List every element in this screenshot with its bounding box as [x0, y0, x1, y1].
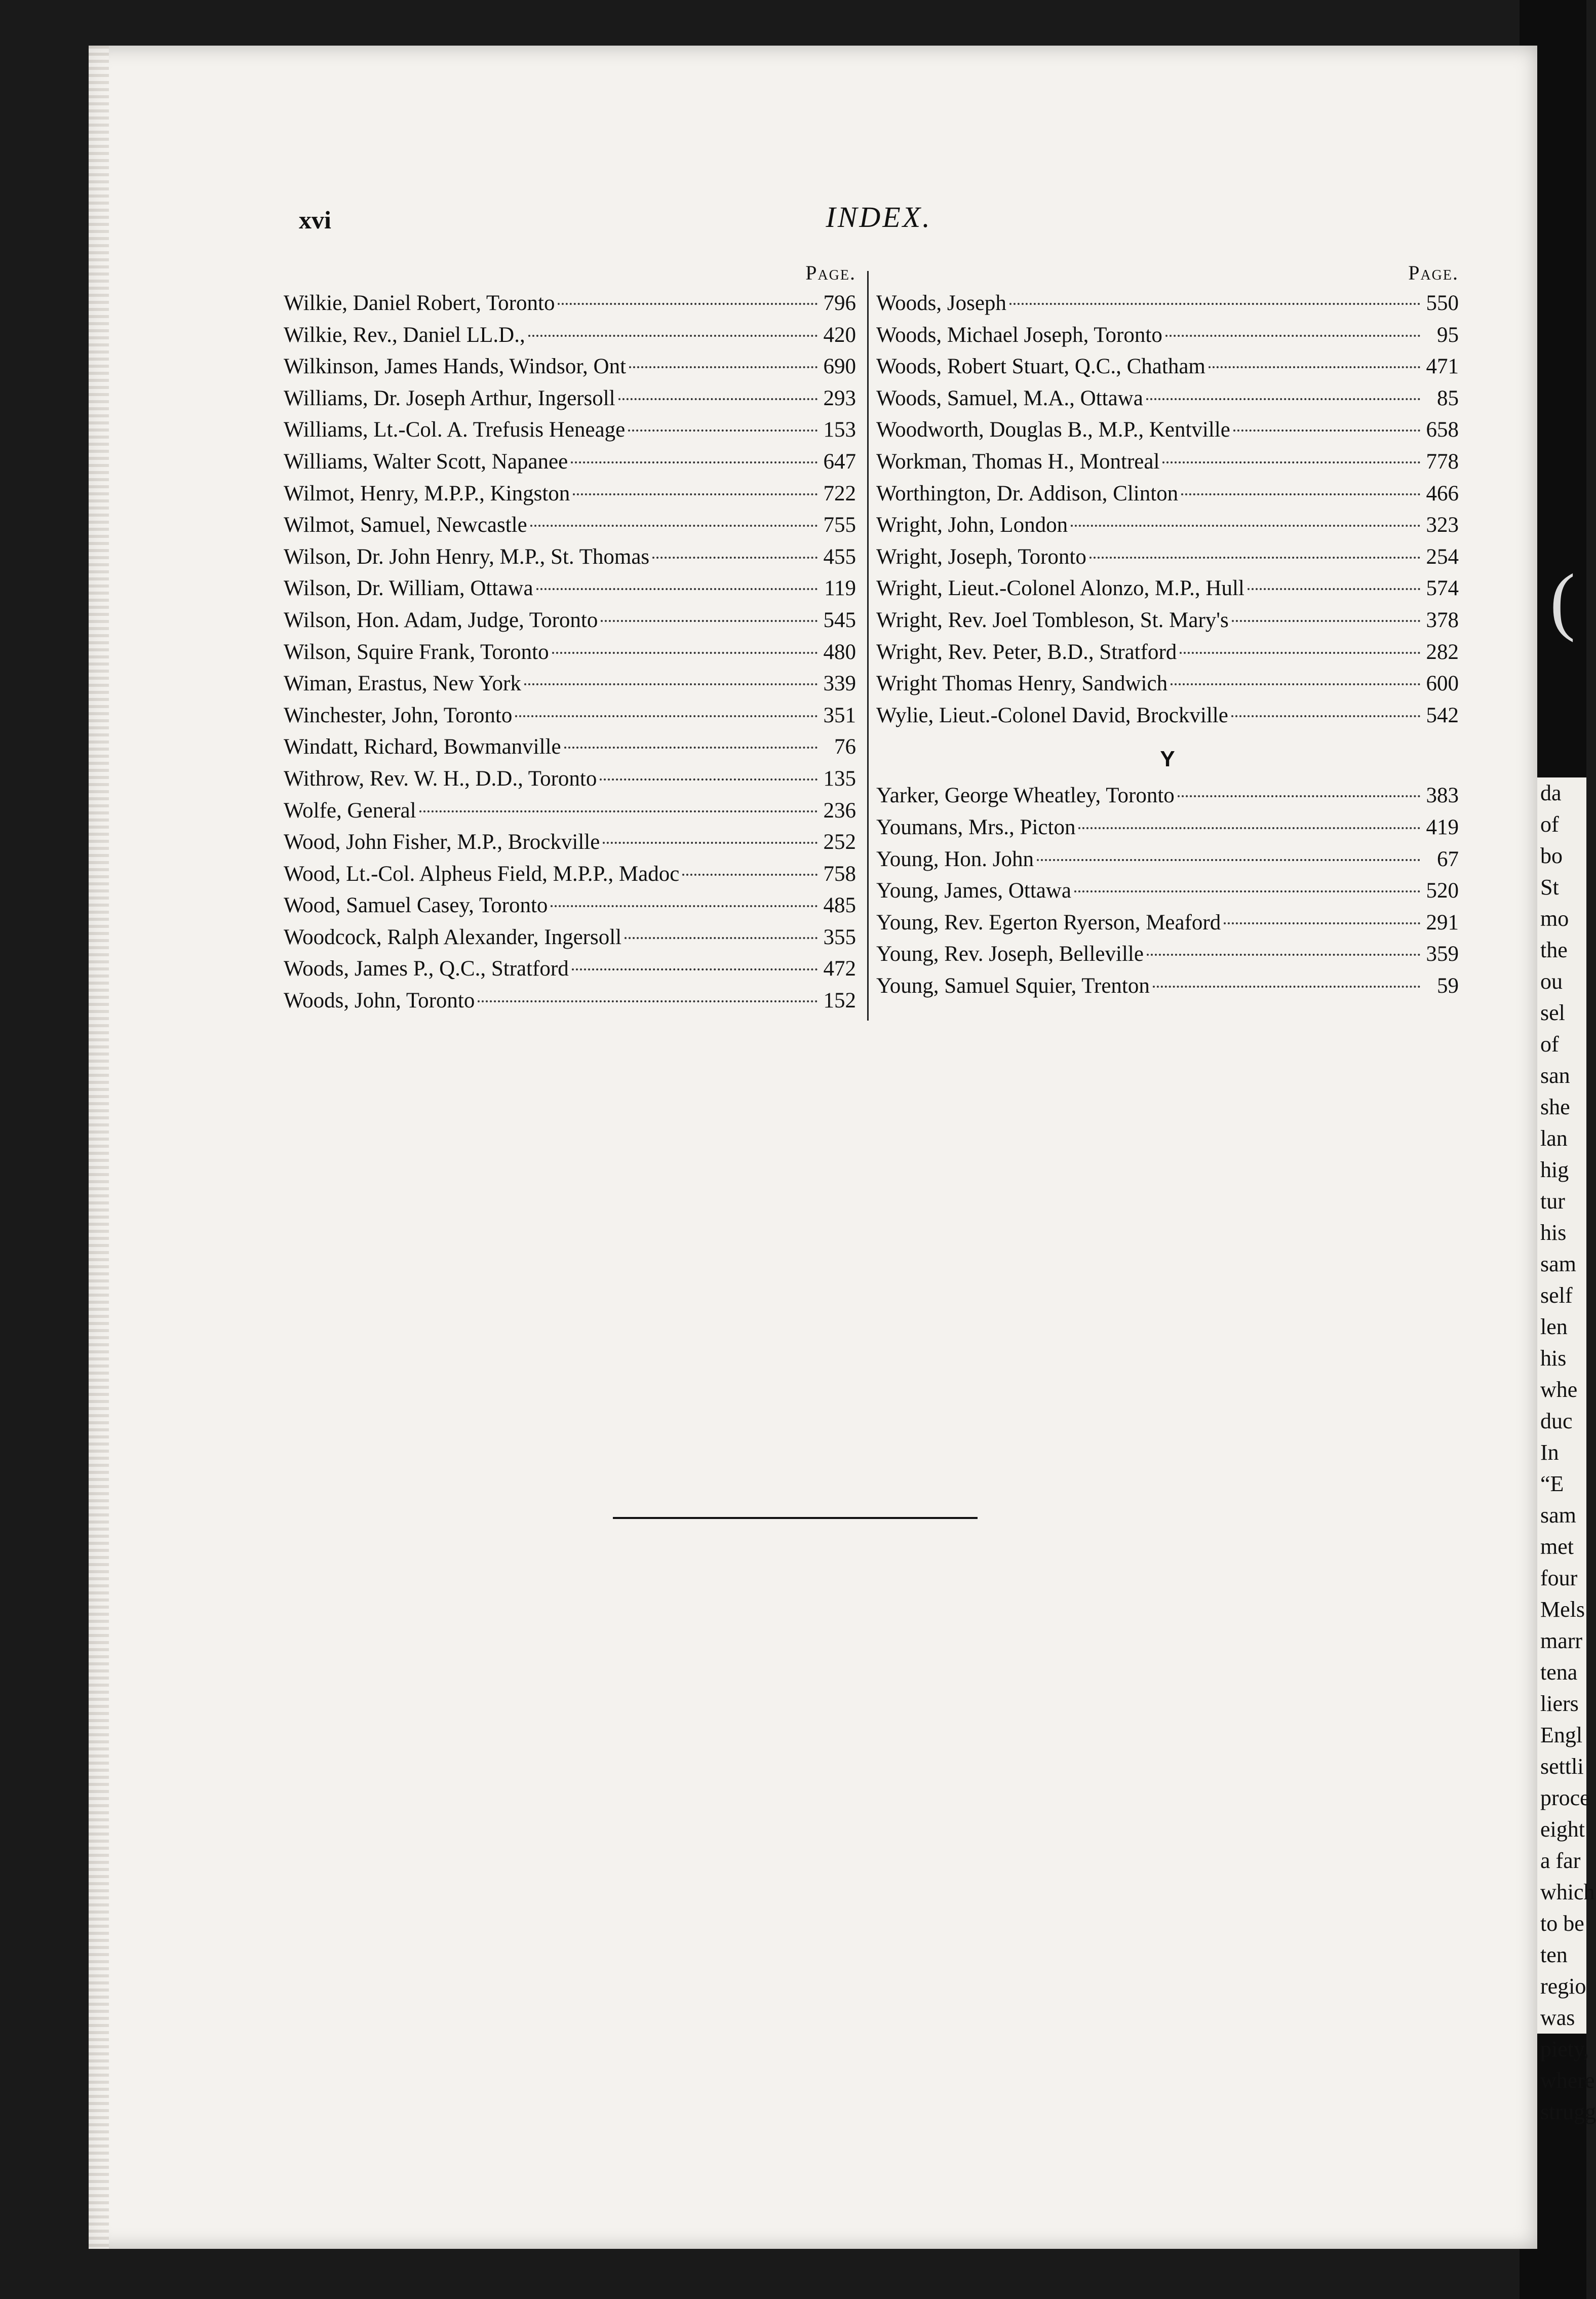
next-page-fragment: marr — [1540, 1628, 1583, 1653]
dot-leader — [528, 335, 818, 337]
dot-leader — [572, 968, 818, 970]
entry-page: 254 — [1426, 544, 1459, 569]
entry-name: Wolfe, General — [284, 798, 416, 823]
dot-leader — [1153, 986, 1420, 988]
dot-leader — [552, 652, 818, 654]
index-entry — [284, 763, 856, 795]
next-page-edge — [1537, 777, 1596, 2124]
index-entry — [876, 812, 1459, 844]
entry-name: Wood, Samuel Casey, Toronto — [284, 893, 548, 918]
index-entry — [284, 700, 856, 732]
dot-leader — [1165, 335, 1420, 337]
entry-name: Wright, Rev. Peter, B.D., Stratford — [876, 640, 1177, 664]
next-page-fragment: where — [1540, 2068, 1595, 2093]
entry-name: Wood, John Fisher, M.P., Brockville — [284, 830, 600, 854]
dot-leader — [1248, 588, 1420, 590]
next-page-fragment: In — [1540, 1440, 1559, 1465]
index-entry — [284, 478, 856, 510]
next-page-fragment: four — [1540, 1566, 1578, 1590]
index-entry — [284, 795, 856, 827]
index-entry — [284, 383, 856, 415]
entry-page: 383 — [1426, 784, 1459, 808]
index-entry — [284, 985, 856, 1017]
next-page-fragment: bo — [1540, 843, 1563, 868]
entry-name: Woods, Joseph — [876, 291, 1006, 315]
entry-name: Winchester, John, Toronto — [284, 703, 513, 727]
entry-name: Wilson, Dr. John Henry, M.P., St. Thomas — [284, 544, 650, 569]
entry-page: 59 — [1437, 973, 1459, 998]
next-page-fragment: of — [1540, 1032, 1559, 1057]
dot-leader — [1224, 922, 1420, 924]
dot-leader — [625, 937, 818, 939]
dot-leader — [1089, 557, 1420, 559]
entry-name: Wilson, Squire Frank, Toronto — [284, 640, 549, 664]
next-page-fragment: a far — [1540, 1848, 1581, 1873]
next-page-fragment: whe — [1540, 1377, 1578, 1402]
entry-page: 466 — [1426, 481, 1459, 505]
entry-name: Wright Thomas Henry, Sandwich — [876, 672, 1168, 696]
dot-leader — [1147, 954, 1420, 956]
next-page-fragment: regio — [1540, 1974, 1586, 1999]
dot-leader — [530, 525, 818, 527]
entry-name: Wilmot, Henry, M.P.P., Kingston — [284, 481, 570, 505]
entry-name: Wylie, Lieut.-Colonel David, Brockville — [876, 703, 1228, 727]
entry-name: Williams, Lt.-Col. A. Trefusis Heneage — [284, 418, 626, 442]
entry-name: Withrow, Rev. W. H., D.D., Toronto — [284, 766, 597, 791]
entry-page: 545 — [823, 608, 856, 632]
entry-page: 455 — [823, 544, 856, 569]
next-page-fragment: lan — [1540, 1126, 1568, 1151]
entry-page: 236 — [823, 798, 856, 823]
entry-name: Windatt, Richard, Bowmanville — [284, 735, 561, 759]
next-page-fragment: proce — [1540, 1785, 1590, 1810]
end-rule — [613, 1517, 978, 1519]
next-page-fragment: liers — [1540, 1691, 1579, 1716]
page-column-heading: Page. — [805, 261, 856, 284]
next-page-fragment: his — [1540, 1346, 1567, 1371]
index-entry — [876, 288, 1459, 320]
entry-page: 351 — [823, 703, 856, 727]
index-entry — [284, 446, 856, 478]
dot-leader — [1162, 461, 1420, 463]
dot-leader — [1178, 795, 1420, 797]
entry-page: 574 — [1426, 576, 1459, 601]
entry-page: 690 — [823, 355, 856, 379]
dot-leader — [652, 557, 818, 559]
entry-name: Woods, Robert Stuart, Q.C., Chatham — [876, 355, 1205, 379]
entry-name: Williams, Walter Scott, Napanee — [284, 449, 568, 474]
index-entry — [876, 320, 1459, 352]
entry-page: 291 — [1426, 910, 1459, 934]
next-page-fragment: tena — [1540, 1660, 1578, 1685]
dot-leader — [603, 842, 818, 844]
entry-page: 153 — [823, 418, 856, 442]
entry-page: 600 — [1426, 672, 1459, 696]
entry-page: 471 — [1426, 355, 1459, 379]
entry-page: 152 — [823, 989, 856, 1013]
next-page-fragment: sel — [1540, 1000, 1565, 1025]
entry-page: 658 — [1426, 418, 1459, 442]
dot-leader — [682, 874, 818, 876]
index-entry — [284, 288, 856, 320]
index-entry — [876, 939, 1459, 970]
next-page-fragment: which — [1540, 1880, 1595, 1904]
entry-page: 85 — [1437, 386, 1459, 410]
index-column-left — [284, 258, 856, 1017]
dot-leader — [600, 778, 818, 781]
entry-page: 520 — [1426, 879, 1459, 903]
index-entry — [876, 446, 1459, 478]
entry-page: 95 — [1437, 323, 1459, 347]
entry-page: 282 — [1426, 640, 1459, 664]
entry-page: 355 — [823, 925, 856, 949]
entry-name: Workman, Thomas H., Montreal — [876, 449, 1160, 474]
dot-leader — [1232, 620, 1420, 622]
index-entry — [876, 351, 1459, 383]
entry-name: Wood, Lt.-Col. Alpheus Field, M.P.P., Madoc — [284, 862, 680, 886]
index-entry — [284, 922, 856, 954]
entry-name: Wiman, Erastus, New York — [284, 672, 521, 696]
next-page-fragment: sam — [1540, 1503, 1576, 1528]
entry-page: 378 — [1426, 608, 1459, 632]
entry-name: Wilkinson, James Hands, Windsor, Ont — [284, 355, 627, 379]
entry-name: Young, Samuel Squier, Trenton — [876, 973, 1150, 998]
dot-leader — [1146, 398, 1420, 400]
index-entry — [284, 731, 856, 763]
index-entry — [876, 637, 1459, 669]
dot-leader — [573, 493, 818, 495]
entry-name: Wilmot, Samuel, Newcastle — [284, 513, 527, 537]
index-entry — [284, 668, 856, 700]
dot-leader — [419, 810, 818, 812]
entry-page: 419 — [1426, 815, 1459, 839]
dot-leader — [1180, 652, 1420, 654]
entry-list-y — [876, 780, 1459, 1002]
entry-page: 755 — [823, 513, 856, 537]
dot-leader — [524, 683, 818, 685]
next-page-fragment: met — [1540, 1534, 1574, 1559]
entry-page: 758 — [823, 862, 856, 886]
dot-leader — [1074, 890, 1420, 892]
entry-page: 135 — [823, 766, 856, 791]
index-entry — [284, 637, 856, 669]
index-column-right — [876, 258, 1459, 1002]
entry-page: 472 — [823, 957, 856, 981]
index-entry — [876, 907, 1459, 939]
index-entry — [876, 700, 1459, 732]
entry-name: Williams, Dr. Joseph Arthur, Ingersoll — [284, 386, 615, 410]
dot-leader — [1171, 683, 1420, 685]
entry-name: Young, Rev. Joseph, Belleville — [876, 942, 1144, 966]
entry-name: Wilkie, Daniel Robert, Toronto — [284, 291, 555, 315]
next-page-fragment: St — [1540, 875, 1559, 900]
index-entry — [284, 953, 856, 985]
dot-leader — [601, 620, 818, 622]
dot-leader — [1009, 303, 1420, 305]
entry-page: 480 — [823, 640, 856, 664]
entry-page: 542 — [1426, 703, 1459, 727]
page-title: INDEX. — [826, 201, 932, 233]
entry-name: Woodworth, Douglas B., M.P., Kentville — [876, 418, 1230, 442]
column-divider — [867, 271, 869, 1021]
next-page-fragment: san — [1540, 1063, 1570, 1088]
next-page-fragment: to be — [1540, 1911, 1584, 1936]
page-number: xvi — [299, 206, 331, 234]
entry-name: Yarker, George Wheatley, Toronto — [876, 784, 1175, 808]
entry-page: 778 — [1426, 449, 1459, 474]
entry-page: 420 — [823, 323, 856, 347]
entry-page: 647 — [823, 449, 856, 474]
entry-name: Wright, Joseph, Toronto — [876, 544, 1086, 569]
entry-page: 76 — [834, 735, 856, 759]
entry-page: 550 — [1426, 291, 1459, 315]
entry-name: Woods, Michael Joseph, Toronto — [876, 323, 1162, 347]
next-page-fragment: was — [1540, 2005, 1575, 2030]
entry-page: 722 — [823, 481, 856, 505]
index-entry — [876, 541, 1459, 573]
next-page-fragment: tur — [1540, 1189, 1565, 1214]
entry-name: Woods, James P., Q.C., Stratford — [284, 957, 569, 981]
index-entry — [876, 573, 1459, 605]
index-entry — [876, 875, 1459, 907]
index-entry — [876, 478, 1459, 510]
dot-leader — [1233, 430, 1420, 432]
entry-page: 252 — [823, 830, 856, 854]
dot-leader — [1209, 366, 1420, 368]
next-page-fragment: Mels — [1540, 1597, 1585, 1622]
entry-page: 796 — [823, 291, 856, 315]
next-page-fragment: self — [1540, 1283, 1573, 1308]
entry-list — [284, 288, 856, 1017]
entry-name: Wilkie, Rev., Daniel LL.D., — [284, 323, 525, 347]
entry-name: Woods, John, Toronto — [284, 989, 475, 1013]
next-page-fragment: his — [1540, 1220, 1567, 1245]
dot-leader — [1231, 715, 1420, 717]
dot-leader — [618, 398, 818, 400]
dot-leader — [558, 303, 818, 305]
next-page-fragment: of — [1540, 812, 1559, 837]
entry-page: 293 — [823, 386, 856, 410]
index-entry — [876, 780, 1459, 812]
next-page-fragment: sam — [1540, 1252, 1576, 1276]
dot-leader — [536, 588, 818, 590]
entry-name: Woods, Samuel, M.A., Ottawa — [876, 386, 1143, 410]
index-entry — [876, 668, 1459, 700]
index-entry — [284, 541, 856, 573]
dot-leader — [1078, 827, 1420, 829]
dot-leader — [564, 747, 818, 749]
next-page-fragment: len — [1540, 1314, 1568, 1339]
index-entry — [284, 414, 856, 446]
entry-page: 323 — [1426, 513, 1459, 537]
next-page-fragment: mo — [1540, 906, 1569, 931]
next-page-fragment: ou — [1540, 969, 1563, 994]
dot-leader — [1037, 859, 1420, 861]
section-letter: Y — [1160, 747, 1175, 772]
page-header — [299, 200, 1459, 241]
entry-page: 67 — [1437, 847, 1459, 871]
index-entry — [876, 414, 1459, 446]
index-entry — [284, 827, 856, 859]
entry-name: Young, Hon. John — [876, 847, 1034, 871]
next-page-fragment: Engl — [1540, 1723, 1583, 1747]
page-column-heading: Page. — [1408, 261, 1459, 284]
dot-leader — [515, 715, 818, 717]
next-page-fragment: the — [1540, 938, 1568, 962]
next-page-fragment: ten — [1540, 1942, 1568, 1967]
entry-page: 339 — [823, 672, 856, 696]
next-page-fragment: she — [1540, 1095, 1570, 1119]
index-entry — [876, 970, 1459, 1002]
entry-name: Woodcock, Ralph Alexander, Ingersoll — [284, 925, 622, 949]
index-entry — [284, 510, 856, 541]
dot-leader — [1181, 493, 1420, 495]
dot-leader — [551, 905, 818, 907]
index-entry — [284, 890, 856, 922]
entry-name: Worthington, Dr. Addison, Clinton — [876, 481, 1179, 505]
entry-name: Young, James, Ottawa — [876, 879, 1072, 903]
entry-name: Wright, John, London — [876, 513, 1068, 537]
next-page-bracket: ( — [1550, 559, 1575, 643]
next-page-fragment: “E — [1540, 1471, 1564, 1496]
entry-name: Wilson, Hon. Adam, Judge, Toronto — [284, 608, 598, 632]
dot-leader — [571, 461, 818, 463]
next-page-fragment: strugg — [1540, 2099, 1596, 2124]
next-page-fragment: da — [1540, 781, 1562, 805]
entry-name: Wilson, Dr. William, Ottawa — [284, 576, 533, 601]
dot-leader — [478, 1000, 818, 1002]
index-entry — [876, 605, 1459, 637]
page-edge — [89, 46, 109, 2249]
next-page-fragment: duc — [1540, 1409, 1573, 1433]
next-page-fragment: piety, — [1540, 2037, 1589, 2061]
next-page-fragment: settli — [1540, 1754, 1584, 1779]
entry-page: 359 — [1426, 942, 1459, 966]
next-page-fragment: eight — [1540, 1817, 1585, 1842]
index-entry — [284, 573, 856, 605]
entry-name: Wright, Rev. Joel Tombleson, St. Mary's — [876, 608, 1229, 632]
index-entry — [284, 351, 856, 383]
index-entry — [876, 383, 1459, 415]
entry-name: Wright, Lieut.-Colonel Alonzo, M.P., Hull — [876, 576, 1244, 601]
entry-page: 485 — [823, 893, 856, 918]
index-entry — [876, 510, 1459, 541]
index-entry — [284, 320, 856, 352]
dot-leader — [629, 366, 818, 368]
index-entry — [284, 859, 856, 890]
index-entry — [876, 844, 1459, 876]
dot-leader — [628, 430, 818, 432]
entry-list — [876, 288, 1459, 731]
next-page-fragment: hig — [1540, 1157, 1569, 1182]
entry-name: Youmans, Mrs., Picton — [876, 815, 1076, 839]
entry-page: 119 — [824, 576, 856, 601]
entry-name: Young, Rev. Egerton Ryerson, Meaford — [876, 910, 1221, 934]
dot-leader — [1071, 525, 1420, 527]
index-entry — [284, 605, 856, 637]
